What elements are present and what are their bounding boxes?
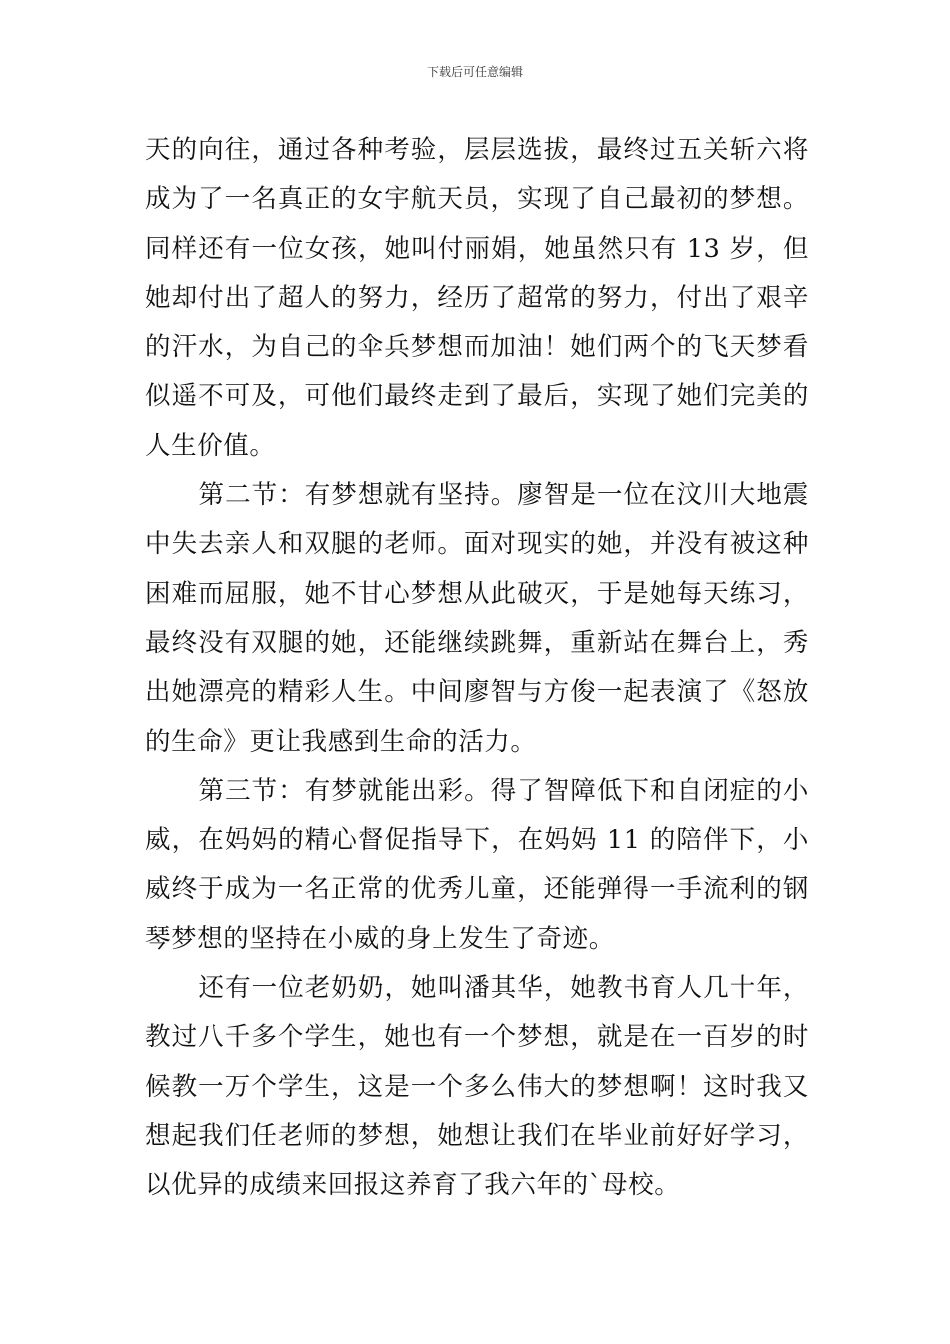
- page-header: 下载后可任意编辑: [426, 65, 523, 79]
- paragraph-3: 第三节：有梦就能出彩。得了智障低下和自闭症的小威，在妈妈的精心督促指导下，在妈妈 11 的陪伴下，小威终于成为一名正常的优秀儿童，还能弹得一手流利的钢琴梦想的坚持在小威的身上发生了奇迹。: [145, 775, 809, 954]
- paragraph-4: 还有一位老奶奶，她叫潘其华，她教书育人几十年，教过八千多个学生，她也有一个梦想，就是在一百岁的时候教一万个学生，这是一个多么伟大的梦想啊！这时我又想起我们任老师的梦想，她想让我们在毕业前好好学习，以优异的成绩来回报这养育了我六年的`母校。: [145, 973, 809, 1201]
- paragraph-1: 天的向往，通过各种考验，层层选拔，最终过五关斩六将成为了一名真正的女宇航天员，实现了自己最初的梦想。同样还有一位女孩，她叫付丽娟，她虽然只有 13 岁，但她却付出了超人的努力，经历了超常的努力，付出了艰辛的汗水，为自己的伞兵梦想而加油！她们两个的飞天梦看似遥不可及，可他们最终走到了最后，实现了她们完美的人生价值。: [145, 135, 809, 461]
- paragraph-2: 第二节：有梦想就有坚持。廖智是一位在汶川大地震中失去亲人和双腿的老师。面对现实的她，并没有被这种困难而屈服，她不甘心梦想从此破灭，于是她每天练习，最终没有双腿的她，还能继续跳舞，重新站在舞台上，秀出她漂亮的精彩人生。中间廖智与方俊一起表演了《怒放的生命》更让我感到生命的活力。: [145, 480, 809, 757]
- document-body: [145, 126, 809, 1211]
